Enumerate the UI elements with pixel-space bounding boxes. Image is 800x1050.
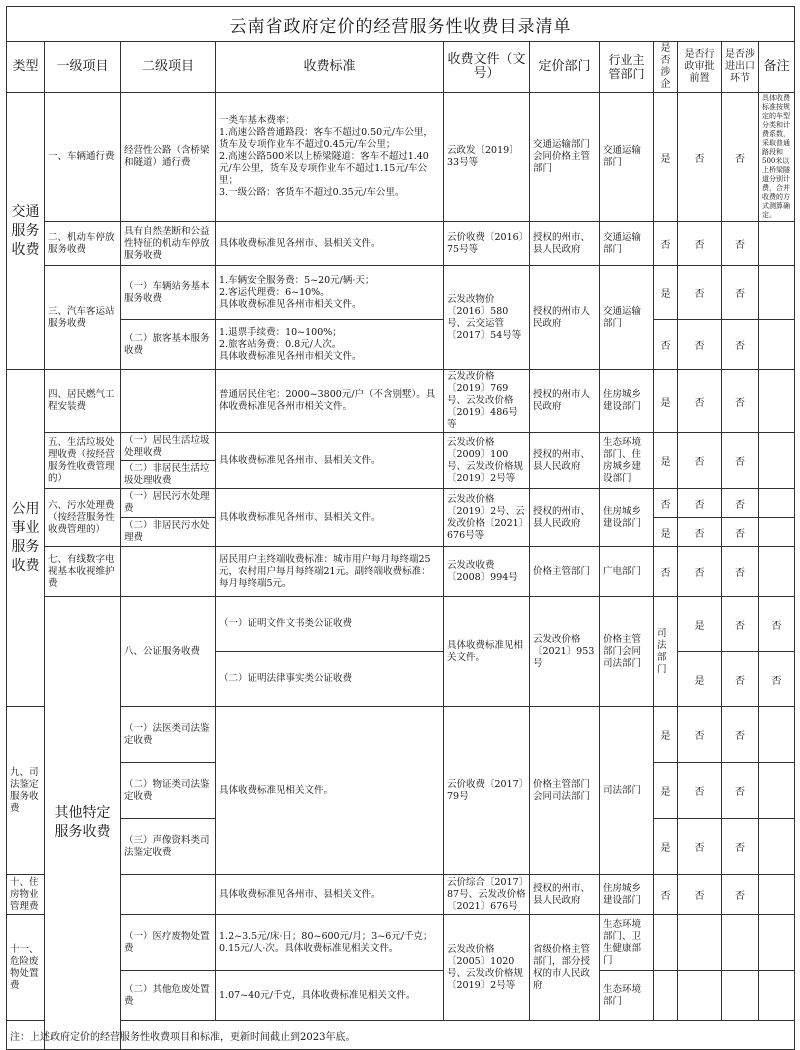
standard-cell: 具体收费标准见各州市、县相关文件。 [216, 489, 444, 547]
level2-cell: （三）声像资料类司法鉴定收费 [121, 819, 216, 875]
header-row [7, 42, 795, 93]
header-dept: 定价部门 [530, 42, 600, 93]
dept-cell: 价格主管部门 [530, 547, 600, 597]
approval-cell: 否 [678, 222, 722, 266]
doc-cell: 云发改价格〔2021〕953号 [530, 597, 600, 707]
involves-cell: 否 [654, 489, 678, 518]
table-row [7, 433, 795, 461]
remark-cell [759, 266, 795, 320]
level2-cell: 具有自然垄断和公益性特征的机动车停放服务收费 [121, 222, 216, 266]
table-row [7, 489, 795, 518]
doc-cell: 云发改价格〔2005〕1020号、云发改价格规〔2019〕2号等 [444, 915, 530, 1021]
import-cell: 否 [759, 597, 795, 652]
standard-cell: 1.07~40元/千克，具体收费标准见相关文件。 [216, 971, 444, 1021]
import-cell: 否 [722, 320, 759, 370]
header-doc: 收费文件（文号） [444, 42, 530, 93]
approval-cell: 否 [678, 819, 722, 875]
level1-cell: 四、居民燃气工程安装费 [45, 370, 121, 433]
table-row [7, 915, 795, 971]
approval-cell: 否 [678, 763, 722, 819]
doc-cell: 云价收费〔2017〕79号 [444, 707, 530, 875]
standard-cell: 具体收费标准见各州市、县相关文件。 [216, 433, 444, 489]
table-row [7, 597, 795, 652]
import-cell [722, 915, 759, 971]
level2-cell: （一）证明文件文书类公证收费 [216, 597, 444, 652]
dept-cell: 交通运输部门会同价格主管部门 [530, 93, 600, 222]
dept-cell: 价格主管部门会同司法部门 [530, 707, 600, 875]
approval-cell: 否 [678, 320, 722, 370]
dept-cell: 授权的州市、县人民政府 [530, 433, 600, 489]
involves-cell: 是 [654, 819, 678, 875]
import-cell: 否 [722, 707, 759, 763]
level1-cell: 一、车辆通行费 [45, 93, 121, 222]
remark-cell: 具体收费标准按规定的车型分类和计费系数，采取普通路段和500米以上桥梁隧道分别计费，合并收费的方式测算确定。 [759, 93, 795, 222]
dept-cell: 授权的州市、县人民政府 [530, 222, 600, 266]
level2-cell: （二）证明法律事实类公证收费 [216, 652, 444, 707]
level2-cell [121, 547, 216, 597]
standard-cell: 1.退票手续费：10~100%； 2.旅客站务费：0.8元/人次。 具体收费标准见各州市相关文件。 [216, 320, 444, 370]
approval-cell: 否 [678, 93, 722, 222]
industry-cell: 生态环境部门、住房城乡建设部门 [600, 433, 654, 489]
level2-cell: （二）非居民污水处理费 [121, 518, 216, 547]
level2-cell: （二）其他危废处置费 [121, 971, 216, 1021]
dept-cell: 授权的州市人民政府 [530, 266, 600, 370]
level2-cell [121, 875, 216, 915]
remark-cell [759, 707, 795, 763]
table-row [7, 547, 795, 597]
remark-cell [759, 915, 795, 971]
level2-cell: （一）车辆站务基本服务收费 [121, 266, 216, 320]
import-cell: 否 [759, 652, 795, 707]
import-cell [722, 971, 759, 1021]
involves-cell: 否 [654, 320, 678, 370]
level1-cell: 六、污水处理费（按经营服务性收费管理的） [45, 489, 121, 547]
standard-cell: 具体收费标准见各州市、县相关文件。 [216, 222, 444, 266]
industry-cell: 广电部门 [600, 547, 654, 597]
category-other: 其他特定服务收费 [45, 597, 121, 1050]
doc-cell: 云发改价格〔2019〕2号、云发改价格〔2021〕676号等 [444, 489, 530, 547]
involves-cell: 是 [678, 652, 722, 707]
dept-cell: 省级价格主管部门，部分授权的市人民政府 [530, 915, 600, 1021]
remark-cell [759, 222, 795, 266]
fee-catalog-table [6, 6, 795, 1050]
level1-cell: 十、住房物业管理费 [7, 875, 45, 915]
level2-cell [121, 370, 216, 433]
import-cell: 否 [722, 93, 759, 222]
table-row [7, 93, 795, 222]
level1-cell: 二、机动车停放服务收费 [45, 222, 121, 266]
standard-cell: 1.车辆安全服务费：5~20元/辆·天； 2.客运代理费：6~10%。 具体收费标准见各州市相关文件。 [216, 266, 444, 320]
approval-cell: 否 [678, 875, 722, 915]
involves-cell: 是 [654, 93, 678, 222]
table-row [7, 370, 795, 433]
standard-cell: 普通居民住宅：2000~3800元/户（不含别墅）。具体收费标准见各州市相关文件。 [216, 370, 444, 433]
header-import: 是否涉进出口环节 [722, 42, 759, 93]
standard-cell: 一类车基本费率： 1.高速公路普通路段：客车不超过0.50元/车公里，货车及专项作业车不超过0.45元/车公里； 2.高速公路500米以上桥梁隧道：客车不超过1.40元/车公里，货车及专项作业车不超过1.15元/车公里； 3.一级公路：客货车不超过0.35元/车公里。 [216, 93, 444, 222]
remark-cell [759, 489, 795, 518]
header-approval: 是否行政审批前置 [678, 42, 722, 93]
level2-cell: （一）居民污水处理费 [121, 489, 216, 518]
table-row [7, 971, 795, 1021]
involves-cell: 是 [654, 707, 678, 763]
dept-cell: 授权的州市、县人民政府 [530, 875, 600, 915]
header-level1: 一级项目 [45, 42, 121, 93]
import-cell: 否 [722, 518, 759, 547]
doc-cell: 云发改物价〔2016〕580号、云交运管〔2017〕54号等 [444, 266, 530, 370]
header-involves: 是否涉企 [654, 42, 678, 93]
import-cell: 否 [722, 433, 759, 489]
industry-cell: 司法部门 [600, 707, 654, 875]
remark-cell [759, 763, 795, 819]
involves-cell: 是 [654, 763, 678, 819]
page-title: 云南省政府定价的经营服务性收费目录清单 [7, 7, 795, 42]
dept-cell: 授权的州市、县人民政府 [530, 489, 600, 547]
header-remark: 备注 [759, 42, 795, 93]
footnote: 注：上述政府定价的经营服务性收费项目和标准，更新时间截止到2023年底。 [7, 1021, 795, 1050]
level2-cell: （一）居民生活垃圾处理收费 [121, 433, 216, 461]
remark-cell [759, 547, 795, 597]
approval-cell: 否 [678, 489, 722, 518]
header-type: 类型 [7, 42, 45, 93]
involves-cell: 否 [654, 222, 678, 266]
remark-cell [759, 971, 795, 1021]
doc-cell: 云发改价格〔2009〕100号、云发改价格规〔2019〕2号等 [444, 433, 530, 489]
approval-cell: 否 [722, 597, 759, 652]
import-cell: 否 [722, 763, 759, 819]
involves-cell: 是 [654, 266, 678, 320]
doc-cell: 云价综合〔2017〕87号、云发改价格〔2021〕676号 [444, 875, 530, 915]
approval-cell: 否 [678, 370, 722, 433]
table-row [7, 320, 795, 370]
doc-cell: 云发改价格〔2019〕769号、云发改价格〔2019〕486号等 [444, 370, 530, 433]
doc-cell: 云发改收费〔2008〕994号 [444, 547, 530, 597]
industry-cell: 交通运输部门 [600, 222, 654, 266]
approval-cell: 否 [678, 707, 722, 763]
import-cell: 否 [722, 819, 759, 875]
level1-cell: 五、生活垃圾处理收费（按经营服务性收费管理的） [45, 433, 121, 489]
industry-cell: 住房城乡建设部门 [600, 370, 654, 433]
table-row [7, 875, 795, 915]
import-cell: 否 [722, 222, 759, 266]
involves-cell: 否 [654, 547, 678, 597]
import-cell: 否 [722, 875, 759, 915]
header-standard: 收费标准 [216, 42, 444, 93]
remark-cell [759, 875, 795, 915]
approval-cell: 否 [678, 518, 722, 547]
header-industry: 行业主管部门 [600, 42, 654, 93]
dept-cell: 授权的州市人民政府 [530, 370, 600, 433]
industry-cell: 司法部门 [654, 597, 678, 707]
level1-cell: 三、汽车客运站服务收费 [45, 266, 121, 370]
approval-cell [678, 915, 722, 971]
import-cell: 否 [722, 547, 759, 597]
doc-cell: 云政发〔2019〕33号等 [444, 93, 530, 222]
dept-cell: 价格主管部门会同司法部门 [600, 597, 654, 707]
standard-cell: 具体收费标准见相关文件。 [216, 707, 444, 875]
level2-cell: 经营性公路（含桥梁和隧道）通行费 [121, 93, 216, 222]
involves-cell: 否 [654, 875, 678, 915]
industry-cell: 生态环境部门 [600, 971, 654, 1021]
approval-cell: 否 [678, 547, 722, 597]
standard-cell: 具体收费标准见各州市、县相关文件。 [216, 875, 444, 915]
table-row [7, 222, 795, 266]
remark-cell [759, 518, 795, 547]
involves-cell: 是 [654, 518, 678, 547]
involves-cell: 是 [678, 597, 722, 652]
standard-cell: 1.2~3.5元/床·日；80~600元/月；3~6元/千克；0.15元/人·次。具体收费标准见相关文件。 [216, 915, 444, 971]
approval-cell: 否 [678, 433, 722, 489]
involves-cell: 是 [654, 433, 678, 489]
level1-cell: 八、公证服务收费 [121, 597, 216, 707]
level2-cell: （一）医疗废物处置费 [121, 915, 216, 971]
doc-cell: 云价收费〔2016〕75号等 [444, 222, 530, 266]
approval-cell: 否 [678, 266, 722, 320]
remark-cell [759, 370, 795, 433]
standard-cell: 居民用户主终端收费标准：城市用户每月每终端25元，农村用户每月每终端21元。副终端收费标准：每月每终端5元。 [216, 547, 444, 597]
standard-cell: 具体收费标准见相关文件。 [444, 597, 530, 707]
approval-cell [678, 971, 722, 1021]
involves-cell [654, 971, 678, 1021]
industry-cell: 生态环境部门、卫生健康部门 [600, 915, 654, 971]
approval-cell: 否 [722, 652, 759, 707]
import-cell: 否 [722, 370, 759, 433]
level1-cell: 七、有线数字电视基本收视维护费 [45, 547, 121, 597]
category-transport: 交通服务收费 [7, 93, 45, 370]
table-row [7, 707, 795, 763]
header-level2: 二级项目 [121, 42, 216, 93]
import-cell: 否 [722, 266, 759, 320]
level2-cell: （一）法医类司法鉴定收费 [121, 707, 216, 763]
industry-cell: 交通运输部门 [600, 93, 654, 222]
level1-cell: 九、司法鉴定服务收费 [7, 707, 45, 875]
involves-cell: 是 [654, 370, 678, 433]
industry-cell: 住房城乡建设部门 [600, 875, 654, 915]
import-cell: 否 [722, 489, 759, 518]
level1-cell: 十一、危险废物处置费 [7, 915, 45, 1021]
category-public: 公用事业服务收费 [7, 370, 45, 707]
involves-cell [654, 915, 678, 971]
remark-cell [759, 320, 795, 370]
industry-cell: 交通运输部门 [600, 266, 654, 370]
level2-cell: （二）物证类司法鉴定收费 [121, 763, 216, 819]
industry-cell: 住房城乡建设部门 [600, 489, 654, 547]
level2-cell: （二）非居民生活垃圾处理收费 [121, 461, 216, 489]
remark-cell [759, 433, 795, 489]
level2-cell: （二）旅客基本服务收费 [121, 320, 216, 370]
table-row [7, 266, 795, 320]
remark-cell [759, 819, 795, 875]
